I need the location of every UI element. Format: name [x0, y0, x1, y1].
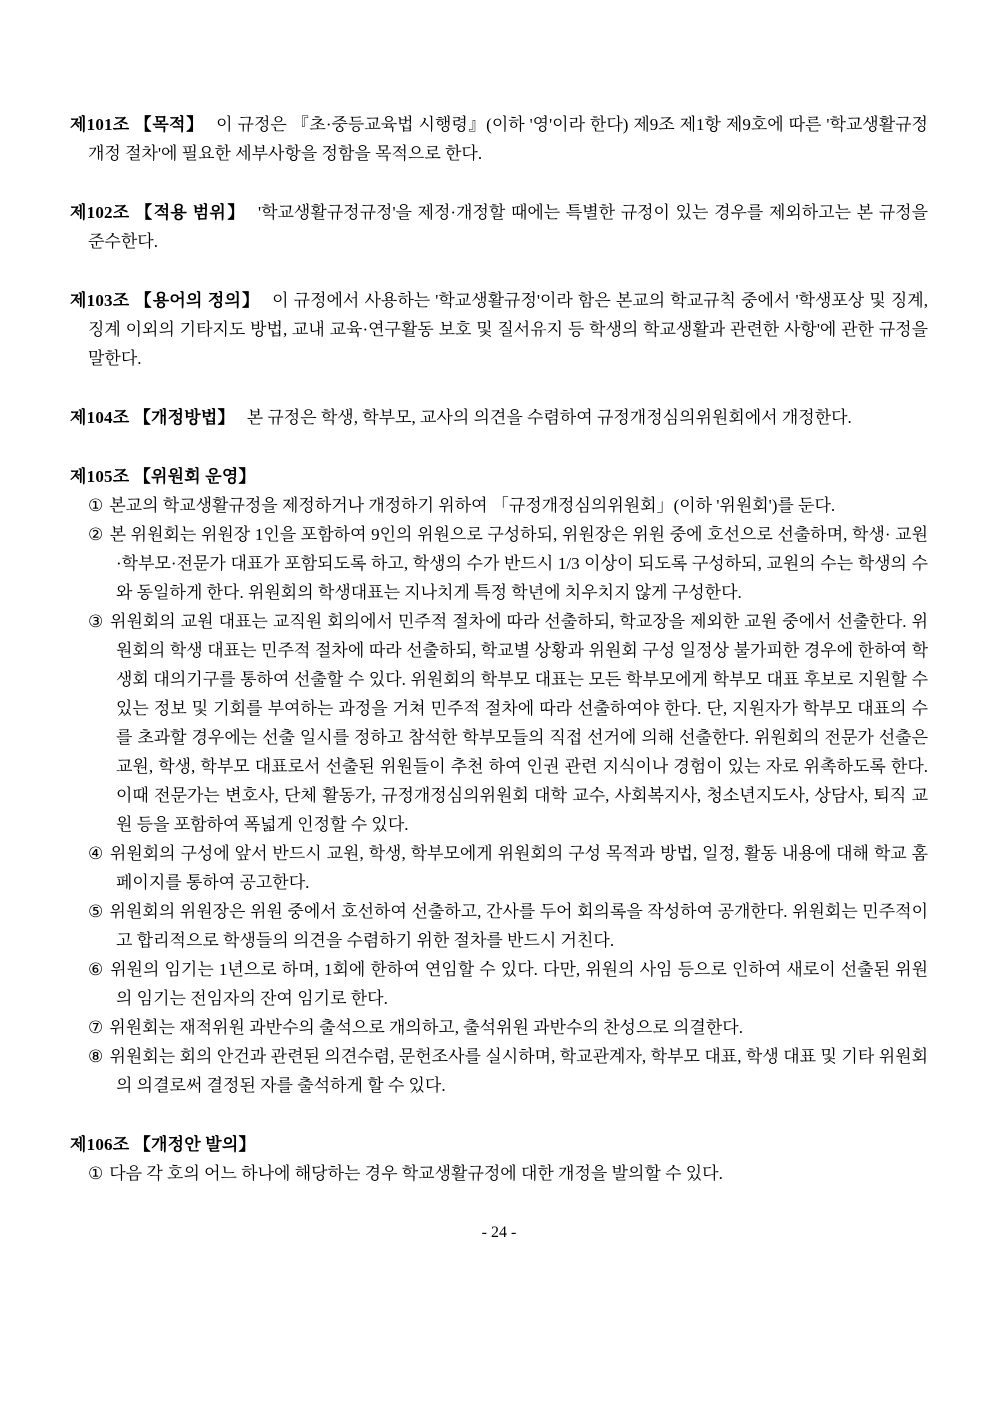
- list-item: [70, 839, 928, 897]
- article-heading: 제105조 【위원회 운영】: [70, 467, 256, 486]
- list-item: [70, 1042, 928, 1100]
- article-paragraph: [70, 110, 928, 168]
- item-text: 다음 각 호의 어느 하나에 해당하는 경우 학교생활규정에 대한 개정을 발의할 수 있다.: [109, 1164, 723, 1183]
- article-paragraph: [70, 403, 928, 432]
- item-number-4: ④: [88, 844, 104, 863]
- article-heading: 제101조 【목적】: [70, 115, 205, 134]
- item-number-8: ⑧: [88, 1047, 104, 1066]
- article-heading: 제102조 【적용 범위】: [70, 203, 246, 222]
- item-number-1: ①: [88, 1164, 104, 1183]
- list-item: [70, 520, 928, 607]
- article-body: 본 규정은 학생, 학부모, 교사의 의견을 수렴하여 규정개정심의위원회에서 개정한다.: [246, 408, 852, 427]
- list-item: [70, 1159, 928, 1188]
- article-paragraph: [70, 286, 928, 373]
- article-paragraph: [70, 198, 928, 256]
- article-items: [70, 1159, 928, 1188]
- page-number: - 24 -: [481, 1224, 517, 1241]
- item-text: 본 위원회는 위원장 1인을 포함하여 9인의 위원으로 구성하되, 위원장은 위원 중에 호선으로 선출하며, 학생· 교원·학부모·전문가 대표가 포함되도록 하고, 학생의 수가 반드시 1/3 이상이 되도록 구성하되, 교원의 수는 학생의 수와 동일하게 한다. 위원회의 학생대표는 지나치게 특정 학년에 치우치지 않게 구성한다.: [109, 525, 928, 602]
- article-106: [70, 1130, 928, 1188]
- article-items: [70, 491, 928, 1100]
- article-body: 이 규정은 『초·중등교육법 시행령』(이하 '영'이라 한다) 제9조 제1항 제9호에 따른 '학교생활규정 개정 절차'에 필요한 세부사항을 정함을 목적으로 한다.: [88, 115, 928, 163]
- item-text: 위원회의 구성에 앞서 반드시 교원, 학생, 학부모에게 위원회의 구성 목적과 방법, 일정, 활동 내용에 대해 학교 홈페이지를 통하여 공고한다.: [109, 844, 928, 892]
- list-item: [70, 897, 928, 955]
- item-text: 위원회의 교원 대표는 교직원 회의에서 민주적 절차에 따라 선출하되, 학교장을 제외한 교원 중에서 선출한다. 위원회의 학생 대표는 민주적 절차에 따라 선출하되, 학교별 상황과 위원회 구성 일정상 불가피한 경우에 한하여 학생회 대의기구를 통하여 선출할 수 있다. 위원회의 학부모 대표는 모든 학부모에게 학부모 대표 후보로 지원할 수 있는 정보 및 기회를 부여하는 과정을 거쳐 민주적 절차에 따라 선출하여야 한다. 단, 지원자가 학부모 대표의 수를 초과할 경우에는 선출 일시를 정하고 참석한 학부모들의 직접 선거에 의해 선출한다. 위원회의 전문가 선출은 교원, 학생, 학부모 대표로서 선출된 위원들이 추천 하여 인권 관련 지식이나 경험이 있는 자로 위촉하도록 한다. 이때 전문가는 변호사, 단체 활동가, 규정개정심의위원회 대학 교수, 사회복지사, 청소년지도사, 상담사, 퇴직 교원 등을 포함하여 폭넓게 인정할 수 있다.: [110, 612, 928, 834]
- item-text: 위원회는 재적위원 과반수의 출석으로 개의하고, 출석위원 과반수의 찬성으로 의결한다.: [109, 1018, 743, 1037]
- item-text: 위원회는 회의 안건과 관련된 의견수렴, 문헌조사를 실시하며, 학교관계자, 학부모 대표, 학생 대표 및 기타 위원회의 의결로써 결정된 자를 출석하게 할 수 있다.: [109, 1047, 928, 1095]
- article-body: '학교생활규정규정'을 제정·개정할 때에는 특별한 규정이 있는 경우를 제외하고는 본 규정을 준수한다.: [88, 203, 928, 251]
- article-105: [70, 462, 928, 1100]
- article-101: [70, 110, 928, 168]
- list-item: [70, 1013, 928, 1042]
- item-number-7: ⑦: [88, 1018, 104, 1037]
- article-103: [70, 286, 928, 373]
- list-item: [70, 955, 928, 1013]
- item-number-5: ⑤: [88, 902, 104, 921]
- article-heading: 제104조 【개정방법】: [70, 408, 235, 427]
- article-paragraph: [70, 462, 928, 491]
- article-102: [70, 198, 928, 256]
- item-number-1: ①: [88, 496, 104, 515]
- article-paragraph: [70, 1130, 928, 1159]
- item-text: 위원회의 위원장은 위원 중에서 호선하여 선출하고, 간사를 두어 회의록을 작성하여 공개한다. 위원회는 민주적이고 합리적으로 학생들의 의견을 수렴하기 위한 절차를 반드시 거친다.: [109, 902, 928, 950]
- article-heading: 제103조 【용어의 정의】: [70, 291, 261, 310]
- item-number-3: ③: [88, 612, 105, 631]
- item-number-2: ②: [88, 525, 104, 544]
- list-item: [70, 607, 928, 839]
- list-item: [70, 491, 928, 520]
- item-text: 본교의 학교생활규정을 제정하거나 개정하기 위하여 「규정개정심의위원회」(이하 '위원회')를 둔다.: [109, 496, 836, 515]
- item-text: 위원의 임기는 1년으로 하며, 1회에 한하여 연임할 수 있다. 다만, 위원의 사임 등으로 인하여 새로이 선출된 위원의 임기는 전임자의 잔여 임기로 한다.: [110, 960, 928, 1008]
- article-heading: 제106조 【개정안 발의】: [70, 1135, 256, 1154]
- article-body: 이 규정에서 사용하는 '학교생활규정'이라 함은 본교의 학교규칙 중에서 '학생포상 및 징계, 징계 이외의 기타지도 방법, 교내 교육·연구활동 보호 및 질서유지 등 학생의 학교생활과 관련한 사항'에 관한 규정을 말한다.: [88, 291, 928, 368]
- item-number-6: ⑥: [88, 960, 105, 979]
- article-104: [70, 403, 928, 432]
